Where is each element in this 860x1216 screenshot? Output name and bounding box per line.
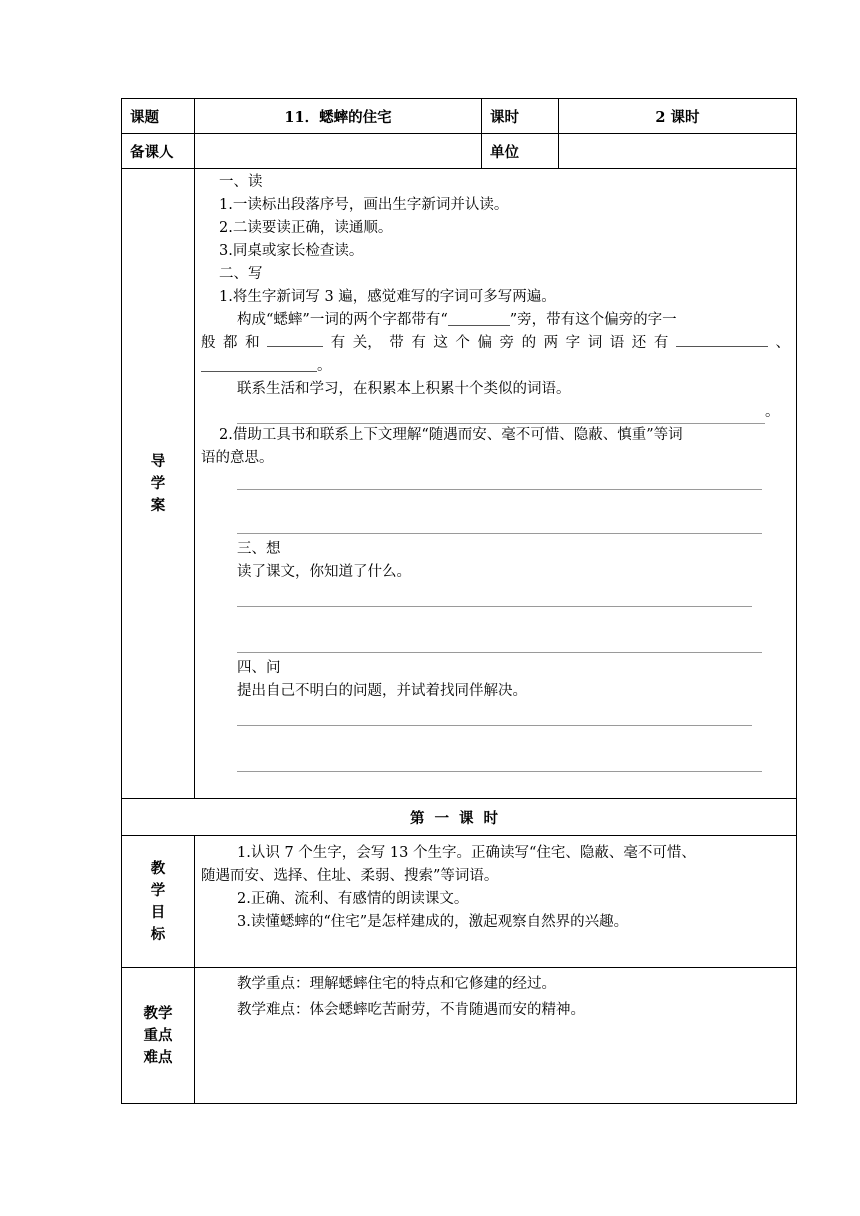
write-question-text: ”旁，带有这个偏旁的字一 — [509, 312, 677, 328]
word-char: 和 — [245, 335, 260, 351]
word-char: 两 — [543, 335, 559, 351]
read-title: 一、读 — [219, 174, 263, 190]
goals-label-char: 学 — [150, 882, 166, 899]
write-question-end: 。 — [317, 358, 332, 374]
write-connect: 联系生活和学习，在积累本上积累十个类似的词语。 — [237, 381, 571, 397]
topic-value: 11．蟋蟀的住宅 — [195, 99, 482, 134]
goals-content — [195, 836, 797, 968]
write-connect-line — [201, 398, 790, 424]
write-question-text: 构成“蟋蟀”一词的两个字都带有“ — [237, 312, 448, 328]
answer-line[interactable] — [237, 409, 765, 424]
goals-label-char: 教 — [150, 860, 166, 877]
ask-question: 提出自己不明白的问题，并试着找同伴解决。 — [237, 683, 527, 699]
guide-label-char: 案 — [150, 497, 166, 514]
word-char: 有 — [411, 335, 426, 351]
guide-label-char: 导 — [150, 453, 166, 470]
teacher-label: 备课人 — [122, 134, 195, 169]
word-char: 带 — [389, 335, 404, 351]
word-char: 有 — [653, 335, 669, 351]
guide-label-char: 学 — [150, 475, 166, 492]
goals-label-char: 标 — [150, 926, 166, 943]
key-points-content — [195, 968, 797, 1104]
word-char: 都 — [223, 335, 238, 351]
goals-label — [122, 836, 195, 968]
goal-item: 1.认识 7 个生字，会写 13 个生字。正确读写“住宅、隐蔽、毫不可惜、 — [237, 845, 696, 861]
difficult-point: 教学难点：体会蟋蟀吃苦耐劳，不肯随遇而安的精神。 — [237, 1002, 585, 1018]
word-char: 字 — [565, 335, 581, 351]
goal-item: 3.读懂蟋蟀的“住宅”是怎样建成的，激起观察自然界的兴趣。 — [237, 914, 629, 930]
read-item: 2.二读要读正确，读通顺。 — [219, 220, 393, 236]
read-item: 3.同桌或家长检查读。 — [219, 243, 364, 259]
word-char: 偏 — [477, 335, 492, 351]
write-question-line1 — [201, 309, 790, 332]
write-question-line2 — [201, 332, 790, 355]
guide-content — [195, 169, 797, 799]
word-char: 的 — [521, 335, 537, 351]
word-char: 还 — [631, 335, 647, 351]
word-char: 有 — [330, 335, 346, 351]
write-connect-end: 。 — [765, 404, 780, 420]
answer-blank[interactable] — [201, 357, 317, 372]
goal-item: 2.正确、流利、有感情的朗读课文。 — [237, 891, 469, 907]
write-item: 2.借助工具书和联系上下文理解“随遇而安、毫不可惜、隐蔽、慎重”等词 — [219, 427, 683, 443]
write-item: 1.将生字新词写 3 遍，感觉难写的字词可多写两遍。 — [219, 289, 556, 305]
read-item: 1.一读标出段落序号，画出生字新词并认读。 — [219, 197, 509, 213]
key-points-label-line: 难点 — [143, 1049, 173, 1066]
lesson-plan-table — [121, 98, 797, 1104]
unit-value — [559, 134, 797, 169]
key-points-label-line: 重点 — [143, 1027, 173, 1044]
think-question: 读了课文，你知道了什么。 — [237, 564, 411, 580]
write-item-cont: 语的意思。 — [201, 450, 274, 466]
goal-item-cont: 随遇而安、选择、住址、柔弱、搜索”等词语。 — [201, 868, 499, 884]
write-title: 二、写 — [219, 266, 263, 282]
answer-blank[interactable] — [267, 332, 323, 347]
word-char: 、 — [775, 335, 790, 351]
unit-label: 单位 — [482, 134, 559, 169]
teacher-value — [195, 134, 482, 169]
period-label: 课时 — [482, 99, 559, 134]
period-value: 2 课时 — [559, 99, 797, 134]
key-points-label — [122, 968, 195, 1104]
answer-line[interactable] — [237, 771, 762, 772]
topic-label: 课题 — [122, 99, 195, 134]
section-title: 第一课时 — [122, 799, 797, 836]
word-char: 语 — [609, 335, 625, 351]
word-char: 旁 — [499, 335, 515, 351]
guide-label — [122, 169, 195, 799]
key-points-label-line: 教学 — [143, 1005, 173, 1022]
ask-title: 四、问 — [237, 660, 281, 676]
word-char: 词 — [587, 335, 603, 351]
answer-blank[interactable] — [448, 311, 510, 326]
answer-blank[interactable] — [676, 332, 768, 347]
think-title: 三、想 — [237, 541, 281, 557]
word-char: 这 — [433, 335, 448, 351]
word-char: 关， — [352, 335, 382, 351]
word-char: 般 — [201, 335, 216, 351]
write-question-line3 — [201, 355, 790, 378]
key-point: 教学重点：理解蟋蟀住宅的特点和它修建的经过。 — [237, 976, 556, 992]
word-char: 个 — [455, 335, 470, 351]
goals-label-char: 目 — [150, 904, 166, 921]
